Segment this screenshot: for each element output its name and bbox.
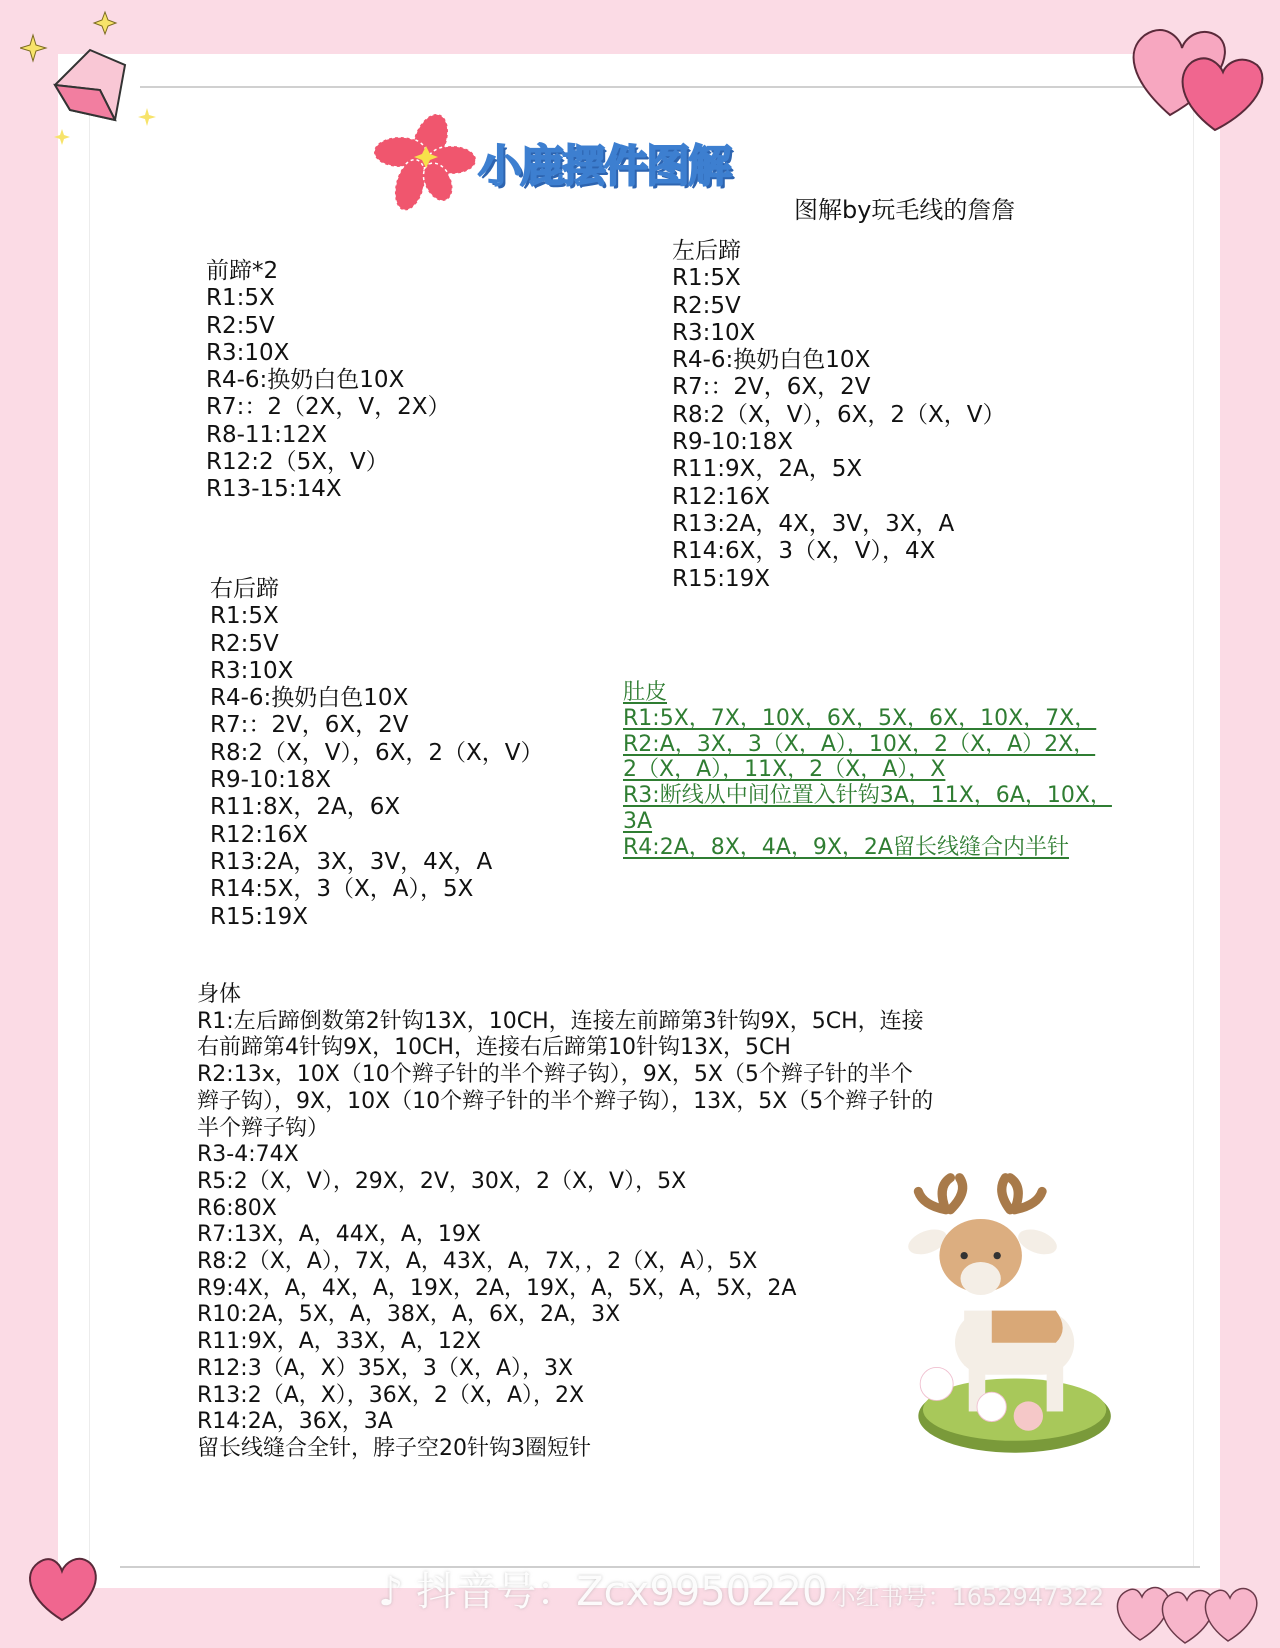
pattern-row: R11:9X，A，33X，A，12X	[197, 1329, 481, 1355]
pattern-row: R3:10X	[672, 319, 756, 346]
author-credit: 图解by玩毛线的詹詹	[794, 196, 1016, 224]
section-heading: 身体	[197, 982, 242, 1007]
pattern-row: R4-6:换奶白色10X	[210, 685, 409, 712]
pattern-row: R1:5X，7X，10X，6X，5X，6X，10X，7X，	[623, 705, 1097, 731]
flower-icon	[370, 110, 480, 215]
pattern-row: R11:8X，2A，6X	[210, 794, 401, 821]
pattern-row: R8-11:12X	[206, 421, 327, 448]
pattern-row: R7:13X，A，44X，A，19X	[197, 1222, 481, 1248]
heart-icon	[20, 1545, 105, 1625]
pattern-row: 3A	[623, 808, 653, 834]
pattern-row: R14:6X，3（X，V），4X	[672, 538, 936, 565]
pattern-row: R11:9X，2A，5X	[672, 456, 863, 483]
belly-section	[623, 680, 1112, 861]
section-heading: 前蹄*2	[206, 258, 279, 284]
pattern-row: R1:5X	[672, 265, 741, 292]
pattern-row: R8:2（X，V），6X，2（X，V）	[210, 739, 544, 766]
pattern-row: R12:2（5X，V）	[206, 449, 389, 476]
section-heading: 肚皮	[623, 680, 668, 705]
right-hind-hoof-section	[210, 576, 544, 931]
body-section	[197, 982, 933, 1463]
pattern-row: R8:2（X，A），7X，A，43X，A，7X，，2（X，A），5X	[197, 1249, 758, 1275]
watermark	[378, 1560, 1104, 1617]
divider	[140, 86, 1190, 88]
pattern-row: R15:19X	[672, 565, 771, 592]
pattern-row: R13:2A，3X，3V，4X，A	[210, 848, 493, 875]
pattern-row: R13:2A，4X，3V，3X，A	[672, 510, 955, 537]
pattern-row: R7:：2（2X，V，2X）	[206, 394, 451, 421]
pattern-row: R3:10X	[206, 339, 290, 366]
pattern-row: R7:：2V，6X，2V	[672, 374, 871, 401]
pattern-row: 半个辫子钩）	[197, 1115, 330, 1141]
pattern-row: R13-15:14X	[206, 476, 342, 503]
pattern-row: R3-4:74X	[197, 1142, 299, 1168]
pattern-row: R3:10X	[210, 657, 294, 684]
tiktok-icon: ♪	[378, 1569, 404, 1615]
pattern-row: R13:2（A，X），36X，2（X，A），2X	[197, 1382, 585, 1408]
pattern-row: 右前蹄第4针钩9X，10CH，连接右后蹄第10针钩13X，5CH	[197, 1035, 791, 1061]
pattern-row: R12:16X	[210, 821, 309, 848]
left-hind-hoof-section	[672, 238, 1006, 593]
pattern-row: R9:4X，A，4X，A，19X，2A，19X，A，5X，A，5X，2A	[197, 1275, 797, 1301]
pattern-row: R4-6:换奶白色10X	[206, 367, 405, 394]
section-heading: 右后蹄	[210, 576, 279, 602]
front-hoof-section	[206, 258, 451, 504]
pattern-row: R4:2A，8X，4A，9X，2A留长线缝合内半针	[623, 834, 1069, 860]
pattern-row: R14:5X，3（X，A），5X	[210, 876, 474, 903]
pattern-row: R9-10:18X	[672, 429, 793, 456]
pattern-row: R2:5V	[206, 312, 275, 339]
pattern-row: R8:2（X，V），6X，2（X，V）	[672, 401, 1006, 428]
pattern-row: R2:5V	[672, 292, 741, 319]
diamond-sparkle-icon	[20, 10, 160, 160]
crochet-deer-photo	[900, 1160, 1120, 1475]
pattern-row: R12:16X	[672, 483, 771, 510]
pattern-row: R3:断线从中间位置入针钩3A，11X，6A，10X，	[623, 783, 1112, 809]
page-title: 小鹿摆件图解	[478, 141, 730, 192]
pattern-row: R7:：2V，6X，2V	[210, 712, 409, 739]
pattern-row: R1:5X	[206, 285, 275, 312]
pattern-row: R1:左后蹄倒数第2针钩13X，10CH，连接左前蹄第3针钩9X，5CH，连接	[197, 1008, 924, 1034]
pattern-row: R15:19X	[210, 903, 309, 930]
pattern-row: R2:13x，10X（10个辫子针的半个辫子钩），9X，5X（5个辫子针的半个	[197, 1062, 913, 1088]
pattern-row: R2:5V	[210, 630, 279, 657]
hearts-icon	[1120, 10, 1280, 140]
pattern-row: R1:5X	[210, 603, 279, 630]
pattern-row: R4-6:换奶白色10X	[672, 347, 871, 374]
divider	[1193, 100, 1194, 1568]
divider	[89, 100, 90, 1568]
small-hearts-icon	[1110, 1575, 1270, 1645]
pattern-row: R2:A，3X，3（X，A），10X，2（X，A）2X，	[623, 731, 1096, 757]
pattern-row: R14:2A，36X，3A	[197, 1409, 393, 1435]
pattern-row: R10:2A，5X，A，38X，A，6X，2A，3X	[197, 1302, 621, 1328]
pattern-row: 辫子钩），9X，10X（10个辫子针的半个辫子钩），13X，5X（5个辫子针的	[197, 1088, 934, 1114]
pattern-row: 2（X，A），11X，2（X，A），X	[623, 757, 946, 783]
pattern-row: R5:2（X，V），29X，2V，30X，2（X，V），5X	[197, 1168, 687, 1194]
pattern-row: R6:80X	[197, 1195, 277, 1221]
pattern-row: 留长线缝合全针，脖子空20针钩3圈短针	[197, 1435, 591, 1461]
pattern-row: R9-10:18X	[210, 767, 331, 794]
pattern-row: R12:3（A，X）35X，3（X，A），3X	[197, 1355, 574, 1381]
xiaohongshu-id: 小红书号：1652947322	[831, 1583, 1105, 1611]
section-heading: 左后蹄	[672, 238, 741, 264]
douyin-id: 抖音号：Zcx9950220	[416, 1569, 828, 1615]
